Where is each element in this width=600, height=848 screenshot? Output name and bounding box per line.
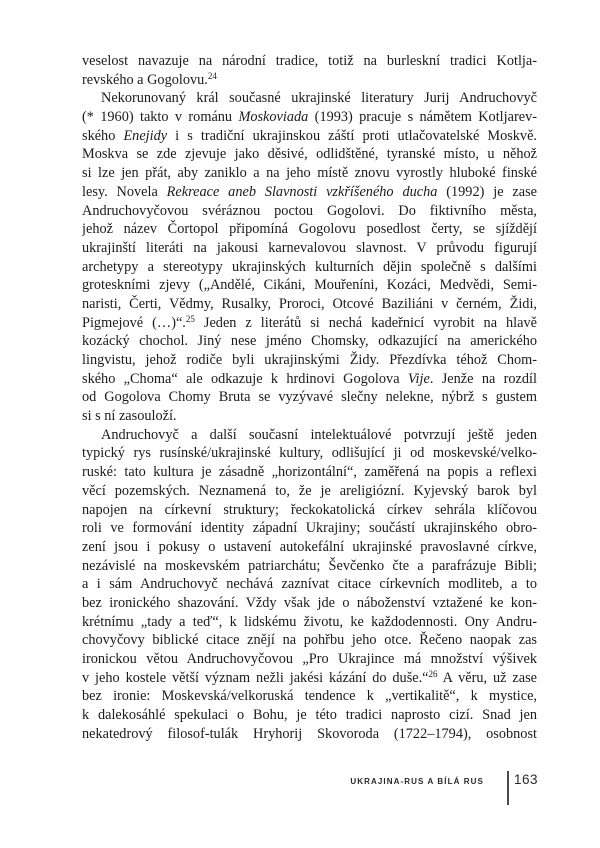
text-line: si lze jen přát, aby zaniklo a na jeho místě znovu vyrostly hluboké finské <box>82 165 537 182</box>
text-line: Pigmejové (…)“.$^{25}$ Jeden z literátů si nechá kadeřnicí vyrobit na hlavě <box>82 314 537 331</box>
text-line: k dalekosáhlé spekulaci o Bohu, je této tradici naprosto cizí. Snad jen <box>82 707 537 724</box>
text-line: ského Enejidy i s tradiční ukrajinskou záští proti utlačovatelské Moskvě. <box>82 127 537 144</box>
text-line: jehož název Čortopol připomíná Gogolovu posedlost čerty, se sjíždějí <box>82 221 537 238</box>
page-footer <box>0 771 538 805</box>
text-line: roli ve formování identity západní Ukrajiny; součástí ukrajinského obro- <box>82 520 537 537</box>
text-line: ruské: tato kultura je zásadně „horizontální“, zaměřená na popis a reflexi <box>82 464 537 481</box>
text-line: bez ironie: Moskevská/velkoruská tendence k „vertikalitě“, k mystice, <box>82 688 537 705</box>
text-line: bez ironického shazování. Vždy však jde o náboženství vztažené ke kon- <box>82 594 537 611</box>
text-line: zení jsou i pokusy o ustavení autokefální ukrajinské pravoslavné církve, <box>82 538 537 555</box>
body-paragraph <box>82 426 537 744</box>
text-line: si s ní zasouloží. <box>82 408 177 425</box>
text-line: kozácký chochol. Jiný nese jméno Chomsky, odkazující na amerického <box>82 333 537 350</box>
text-line: krétnímu „tady a teď“, k lidskému životu, ke každodennosti. Ony Andru- <box>82 613 537 630</box>
text-line: ského „Choma“ ale odkazuje k hrdinovi Gogolova Vije. Jenže na rozdíl <box>82 370 537 387</box>
text-line: lingvistu, jehož rodiče byli ukrajinskými Židy. Přezdívka téhož Chom- <box>82 352 537 368</box>
text-line: groteskními zjevy („Andělé, Cikáni, Mouřeníni, Kozáci, Medvědi, Semi- <box>82 277 537 294</box>
text-line: archetypy a stereotypy ukrajinských kulturních dějin společně s dalšími <box>82 258 537 275</box>
text-line: typický rys rusínské/ukrajinské kultury, odlišující ji od moskevské/velko- <box>82 445 537 462</box>
running-head: UKRAJINA-RUS A BÍLÁ RUS <box>350 777 484 786</box>
text-line: Nekorunovaný král současné ukrajinské literatury Jurij Andruchovyč <box>101 90 537 107</box>
text-line: napojen na církevní struktury; řeckokatolická církev sehrála klíčovou <box>82 501 537 518</box>
text-line: revského a Gogolovu.$^{24}$ <box>82 71 217 88</box>
text-line: Andruchovyč a další současní intelektuálové potvrzují ještě jeden <box>101 426 537 443</box>
text-line: Andruchovyčovou svéráznou poctou Gogolovi. Do fiktivního města, <box>82 202 537 219</box>
text-line: veselost navazuje na národní tradice, totiž na burleskní tradici Kotlja- <box>82 53 537 69</box>
text-line: od Gogolova Chomy Bruta se vyzývavé slečny nelekne, nýbrž s gustem <box>82 389 537 406</box>
body-paragraph <box>82 52 537 89</box>
text-line: chovyčovy biblické citace znějí na pohřbu jeho otce. Řečeno naopak zas <box>82 632 537 649</box>
text-line: a i sám Andruchovyč nechává zaznívat citace církevních modliteb, a to <box>82 576 537 593</box>
text-block <box>82 52 537 743</box>
text-line: lesy. Novela Rekreace aneb Slavnosti vzkříšeného ducha (1992) je zase <box>82 183 537 200</box>
text-line: naristi, Čerti, Vědmy, Rusalky, Proroci, Otcové Baziliáni v černém, Židi, <box>82 295 537 312</box>
text-line: (* 1960) takto v románu Moskoviada (1993) pracuje s námětem Kotljarev- <box>82 109 537 126</box>
text-line: v jeho kostele větší význam nežli jakési kázání do duše.“$^{26}$ A věru, už zase <box>82 669 537 686</box>
text-line: ironickou větou Andruchovyčovou „Pro Ukrajince má množství výšivek <box>82 651 537 667</box>
page-number: 163 <box>513 772 538 787</box>
body-paragraph <box>82 89 537 425</box>
text-line: Moskva se zde zjevuje jako děsivé, odlidštěné, tyranské místo, u něhož <box>82 146 537 163</box>
text-line: nekatedrový filosof-tulák Hryhorij Skovoroda (1722–1794), osobnost <box>82 725 537 742</box>
text-line: nezávislé na moskevském patriarchátu; Ševčenko čte a parafrázuje Bibli; <box>82 557 537 574</box>
footer-divider <box>507 771 509 805</box>
text-line: věcí pozemských. Neznamená to, že je areligiózní. Kyjevský barok byl <box>82 482 537 499</box>
text-line: ukrajinští literáti na jakousi karnevalovou slavnost. V průvodu figurují <box>82 239 537 256</box>
